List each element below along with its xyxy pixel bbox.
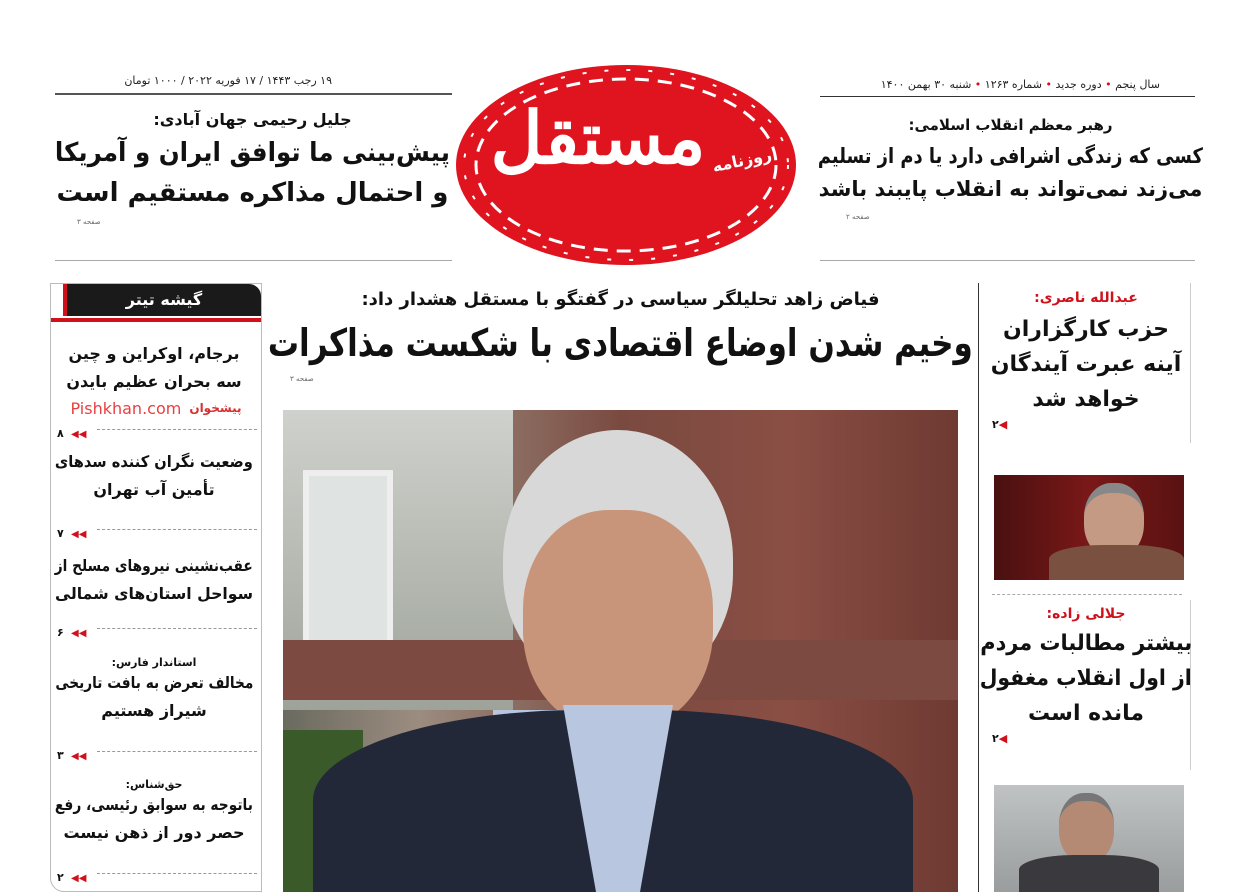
item-line: مخالف تعرض به بافت تاریخی	[55, 673, 253, 692]
item-line: تأمین آب تهران	[93, 480, 215, 499]
page-ref: ۷ ◀◀	[57, 522, 257, 536]
page-ref: ۶ ◀◀	[57, 621, 257, 635]
issue-period: دوره جدید	[1055, 78, 1102, 91]
watermark	[61, 398, 251, 418]
item-line: باتوجه به سوابق رئیسی، رفع	[55, 795, 253, 814]
main-kicker: فیاض زاهد تحلیلگر سیاسی در گفتگو با مستقل هشدار داد:	[361, 289, 880, 310]
story-headline: آینه عبرت آیندگان	[990, 352, 1182, 378]
headline-kiosk-sidebar	[50, 283, 262, 892]
story-kicker: جلالی زاده:	[1046, 606, 1126, 622]
main-headline: وخیم شدن اوضاع اقتصادی با شکست مذاکرات	[268, 321, 973, 365]
sidebar-item[interactable]	[55, 778, 253, 847]
story-headline: می‌زند نمی‌تواند به انقلاب پایبند باشد	[818, 176, 1203, 201]
jalalizadeh-photo	[994, 785, 1184, 892]
issue-date: شنبه ۳۰ بهمن ۱۴۰۰	[880, 78, 972, 91]
newspaper-logo	[450, 55, 802, 273]
story-kicker: جلیل رحیمی جهان آبادی:	[153, 110, 352, 129]
story-kicker: عبدالله ناصری:	[1034, 290, 1138, 306]
page-ref: ۲◀	[992, 731, 1008, 745]
sidebar-item[interactable]	[55, 552, 253, 608]
item-line: وضعیت نگران کننده سدهای	[55, 452, 253, 471]
sidebar-title: گیشه تیتر	[63, 284, 261, 316]
sidebar-item[interactable]	[55, 448, 253, 504]
item-kicker: حق‌شناس:	[125, 778, 183, 791]
page-ref: ۳ ◀◀	[57, 744, 257, 758]
page-ref: صفحه ۳	[290, 375, 314, 383]
item-line: سه بحران عظیم بایدن	[66, 372, 242, 391]
page-ref: ۲◀	[992, 417, 1008, 431]
item-line: برجام، اوکراین و چین	[68, 344, 240, 363]
issue-number: شماره ۱۲۶۳	[984, 78, 1042, 91]
divider	[992, 594, 1182, 595]
watermark-text: Pishkhan.com	[70, 398, 182, 418]
right-top-story[interactable]	[818, 116, 1203, 221]
right-story[interactable]	[980, 290, 1192, 432]
item-line: شیراز هستیم	[101, 701, 207, 720]
logo-subtext: روزنامه	[710, 144, 774, 177]
date-price-line: ۱۹ رجب ۱۴۴۳ / ۱۷ فوریه ۲۰۲۲ / ۱۰۰۰ تومان	[124, 74, 332, 87]
watermark-fa: پیشخوان	[189, 401, 242, 415]
page-ref: ۸ ◀◀	[57, 422, 257, 436]
story-headline: و احتمال مذاکره مستقیم است	[56, 178, 449, 209]
page-ref: صفحه ۲	[846, 213, 870, 222]
divider	[55, 93, 452, 95]
divider	[55, 260, 452, 261]
page-ref: صفحه ۳	[77, 217, 101, 226]
issue-info: سال پنجم • دوره جدید • شماره ۱۲۶۳ • شنبه ۳۰ بهمن ۱۴۰۰	[880, 78, 1160, 91]
page-ref: ۲ ◀◀	[57, 866, 257, 880]
divider	[820, 260, 1195, 261]
story-headline: از اول انقلاب مغفول	[980, 666, 1192, 692]
naseri-photo	[994, 475, 1184, 580]
story-headline: خواهد شد	[1032, 387, 1140, 413]
item-line: عقب‌نشینی نیروهای مسلح از	[55, 556, 253, 575]
divider	[978, 283, 979, 892]
divider	[820, 96, 1195, 97]
story-kicker: رهبر معظم انقلاب اسلامی:	[908, 116, 1113, 134]
story-headline: حزب کارگزاران	[1002, 317, 1170, 342]
main-photo	[283, 410, 958, 892]
story-headline: پیش‌بینی ما توافق ایران و آمریکا	[55, 138, 450, 168]
item-line: سواحل استان‌های شمالی	[55, 584, 253, 603]
item-line: حصر دور از ذهن نیست	[63, 823, 245, 842]
issue-year: سال پنجم	[1115, 78, 1160, 91]
left-top-story[interactable]	[55, 110, 450, 226]
story-headline: مانده است	[1028, 701, 1144, 727]
main-story[interactable]	[268, 288, 973, 384]
story-headline: بیشتر مطالبات مردم	[980, 631, 1192, 656]
sidebar-item[interactable]	[55, 656, 253, 725]
logo-text: مستقل	[490, 95, 705, 180]
story-headline: کسی که زندگی اشرافی دارد یا دم از تسلیم	[818, 144, 1203, 168]
right-story[interactable]	[980, 606, 1192, 746]
item-kicker: استاندار فارس:	[111, 656, 197, 669]
